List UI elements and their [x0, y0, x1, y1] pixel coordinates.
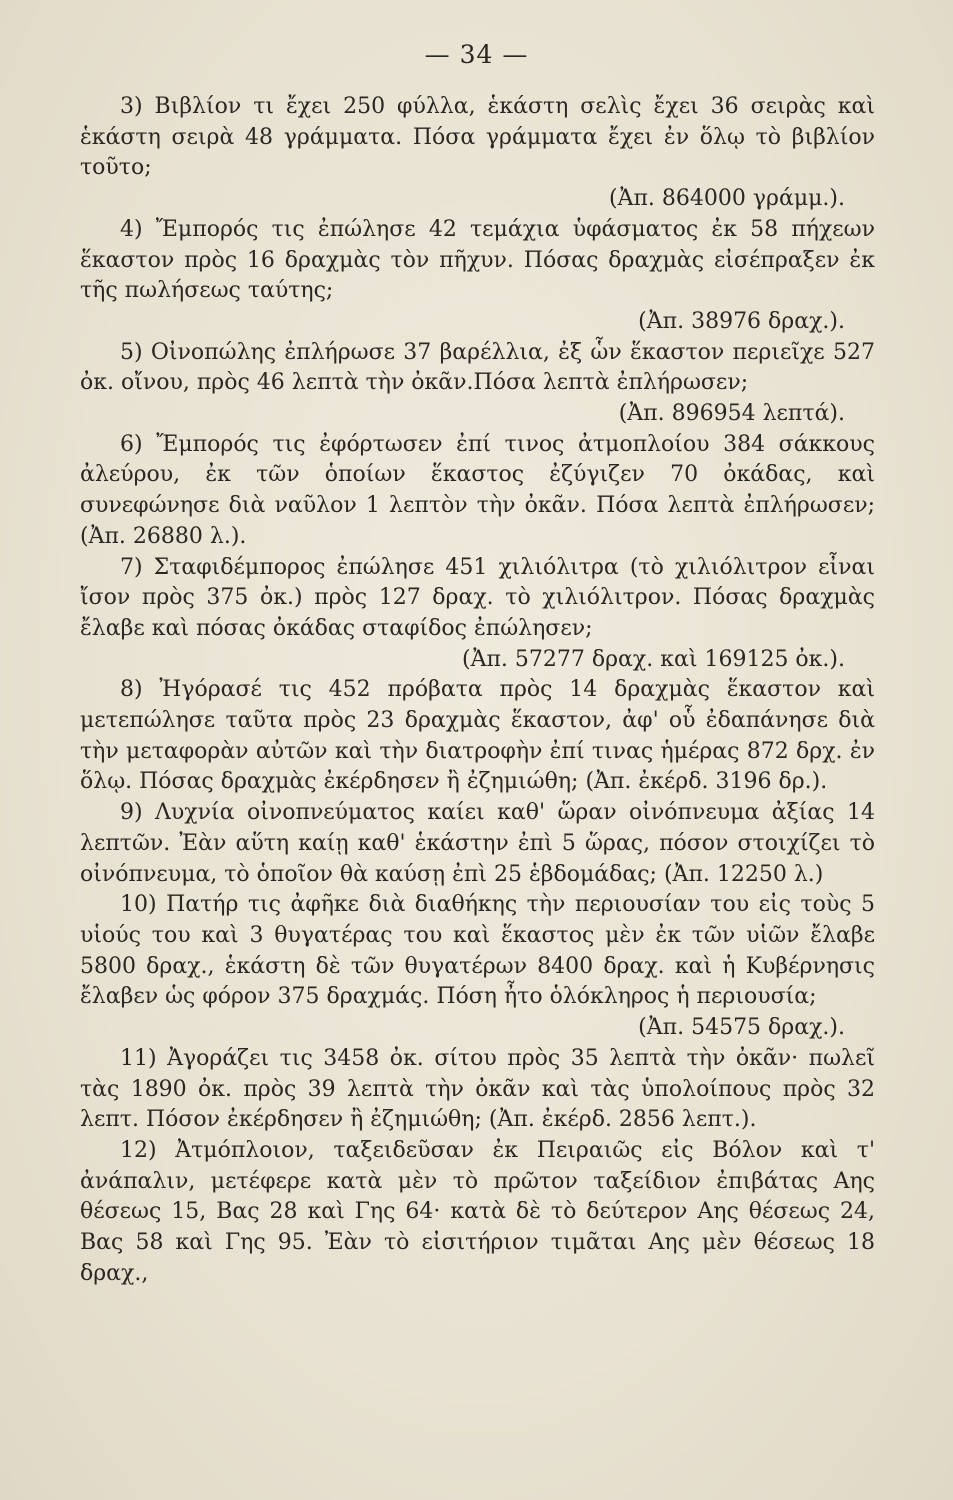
- problem-8-text: 8) Ἠγόρασέ τις 452 πρόβατα πρὸς 14 δραχμὰς ἕκαστον καὶ μετεπώλησε ταῦτα πρὸς 23 δραχμὰς ἕκαστον, ἀφ' οὗ ἐδαπάνησε διὰ τὴν μεταφορὰν αὐτῶν καὶ τὴν διατροφὴν ἐπί τινας ἡμέρας 872 δρχ. ἐν ὅλῳ. Πόσας δραχμὰς ἐκέρδησεν ἢ ἐζημιώθη; (Ἀπ. ἐκέρδ. 3196 δρ.).: [80, 677, 875, 795]
- problem-5-answer: (Ἀπ. 896954 λεπτά).: [618, 401, 845, 427]
- problem-12-text: 12) Ἀτμόπλοιον, ταξειδεῦσαν ἐκ Πειραιῶς εἰς Βόλον καὶ τ' ἀνάπαλιν, μετέφερε κατὰ μὲν τὸ πρῶτον ταξείδιον ἐπιβάτας Αης θέσεως 15, Βας 28 καὶ Γης 64· κατὰ δὲ τὸ δεύτερον Αης θέσεως 24, Βας 58 καὶ Γης 95. Ἐὰν τὸ εἰσιτήριον τιμᾶται Αης μὲν θέσεως 18 δραχ.,: [80, 1137, 875, 1286]
- page-number: — 34 —: [424, 40, 529, 69]
- page-content: [80, 92, 875, 1289]
- problem-3-answer: (Ἀπ. 864000 γράμμ.).: [609, 186, 845, 212]
- problem-9-text: 9) Λυχνία οἰνοπνεύματος καίει καθ' ὥραν οἰνόπνευμα ἀξίας 14 λεπτῶν. Ἐὰν αὕτη καίῃ καθ' ἑκάστην ἐπὶ 5 ὥρας, πόσον στοιχίζει τὸ οἰνόπνευμα, τὸ ὁποῖον θὰ καύσῃ ἐπὶ 25 ἑβδομάδας; (Ἀπ. 12250 λ.): [80, 800, 875, 887]
- problem-4-text: 4) Ἔμπορός τις ἐπώλησε 42 τεμάχια ὑφάσματος ἐκ 58 πήχεων ἕκαστον πρὸς 16 δραχμὰς τὸν πῆχυν. Πόσας δραχμὰς εἰσέπραξεν ἐκ τῆς πωλήσεως ταύτης;: [80, 216, 875, 304]
- problem-7-answer: (Ἀπ. 57277 δραχ. καὶ 169125 ὀκ.).: [461, 646, 845, 672]
- problem-6-text: 6) Ἔμπορός τις ἐφόρτωσεν ἐπί τινος ἀτμοπλοίου 384 σάκκους ἀλεύρου, ἐκ τῶν ὁποίων ἕκαστος ἐζύγιζεν 70 ὀκάδας, καὶ συνεφώνησε διὰ ναῦλον 1 λεπτὸν τὴν ὀκᾶν. Πόσα λεπτὰ ἐπλήρωσεν; (Ἀπ. 26880 λ.).: [80, 431, 875, 549]
- problem-4-answer: (Ἀπ. 38976 δραχ.).: [638, 308, 845, 334]
- problem-3-text: 3) Βιβλίον τι ἔχει 250 φύλλα, ἑκάστη σελὶς ἔχει 36 σειρὰς καὶ ἑκάστη σειρὰ 48 γράμματα. Πόσα γράμματα ἔχει ἐν ὅλῳ τὸ βιβλίον τοῦτο;: [80, 94, 875, 181]
- problem-10-text: 10) Πατήρ τις ἀφῆκε διὰ διαθήκης τὴν περιουσίαν του εἰς τοὺς 5 υἱούς του καὶ 3 θυγατέρας του καὶ ἕκαστος μὲν ἐκ τῶν υἱῶν ἔλαβε 5800 δραχ., ἑκάστη δὲ τῶν θυγατέρων 8400 δραχ. καὶ ἡ Κυβέρνησις ἔλαβεν ὡς φόρον 375 δραχμάς. Πόση ἦτο ὁλόκληρος ἡ περιουσία;: [80, 892, 875, 1010]
- problem-11-text: 11) Ἀγοράζει τις 3458 ὀκ. σίτου πρὸς 35 λεπτὰ τὴν ὀκᾶν· πωλεῖ τὰς 1890 ὀκ. πρὸς 39 λεπτὰ τὴν ὀκᾶν καὶ τὰς ὑπολοίπους πρὸς 32 λεπτ. Πόσον ἐκέρδησεν ἢ ἐζημιώθη; (Ἀπ. ἐκέρδ. 2856 λεπτ.).: [80, 1045, 875, 1133]
- problem-7-text: 7) Σταφιδέμπορος ἐπώλησε 451 χιλιόλιτρα (τὸ χιλιόλιτρον εἶναι ἴσον πρὸς 375 ὀκ.) πρὸς 127 δραχ. τὸ χιλιόλιτρον. Πόσας δραχμὰς ἔλαβε καὶ πόσας ὀκάδας σταφίδος ἐπώλησεν;: [80, 554, 875, 641]
- problem-5-text: 5) Οἰνοπώλης ἐπλήρωσε 37 βαρέλλια, ἐξ ὧν ἕκαστον περιεῖχε 527 ὀκ. οἴνου, πρὸς 46 λεπτὰ τὴν ὀκᾶν.Πόσα λεπτὰ ἐπλήρωσεν;: [80, 339, 875, 396]
- problem-10-answer: (Ἀπ. 54575 δραχ.).: [638, 1015, 845, 1041]
